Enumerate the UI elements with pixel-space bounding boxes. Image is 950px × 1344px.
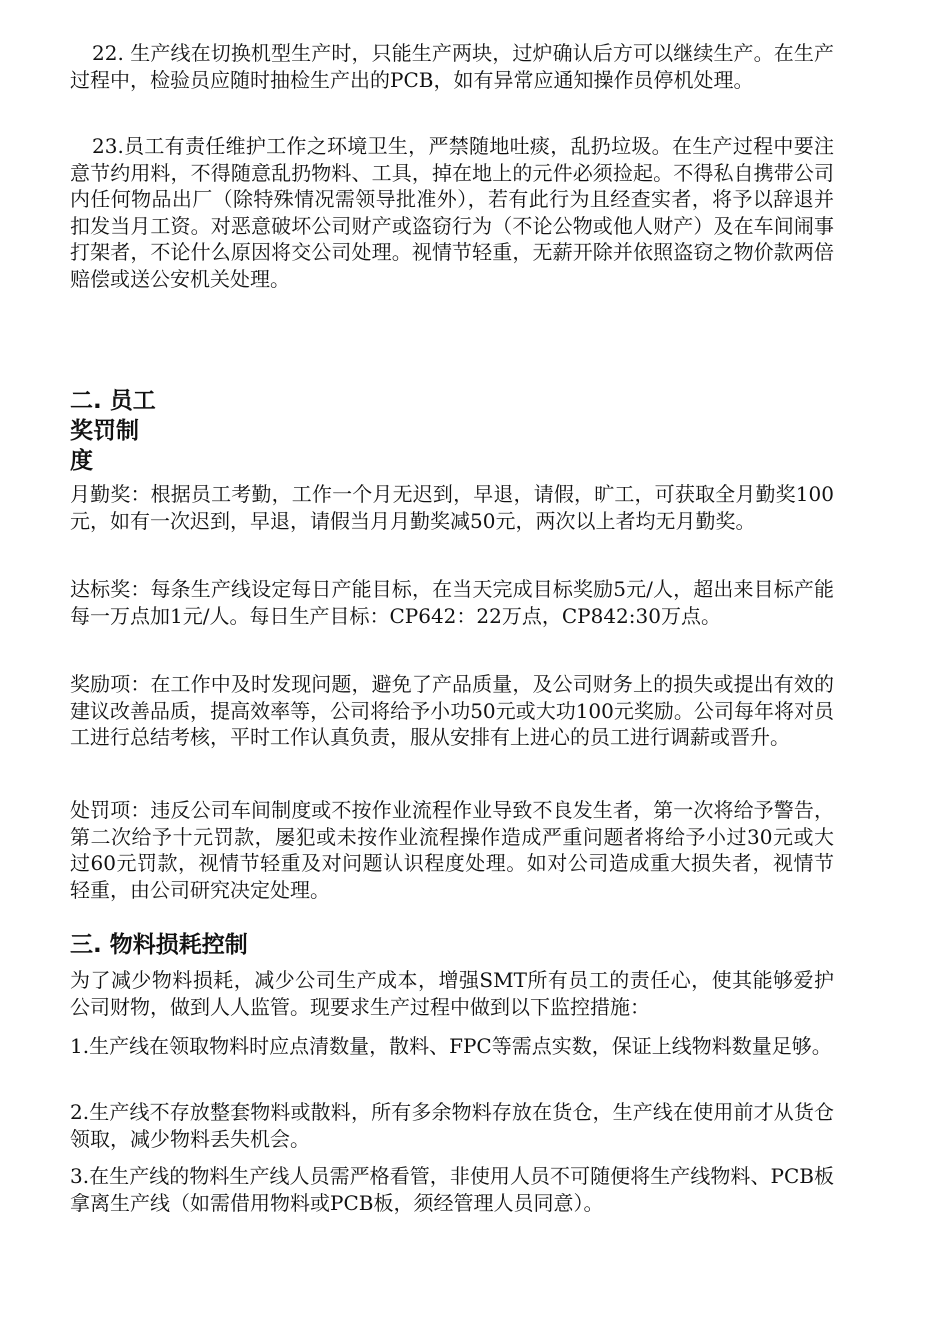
rule-22-paragraph: 22. 生产线在切换机型生产时，只能生产两块，过炉确认后方可以继续生产。在生产过程中，检验员应随时抽检生产出的PCB，如有异常应通知操作员停机处理。 xyxy=(70,41,834,92)
section-3-heading: 三. 物料损耗控制 xyxy=(70,932,248,958)
material-item-1: 1.生产线在领取物料时应点清数量，散料、FPC等需点实数，保证上线物料数量足够。 xyxy=(70,1034,832,1058)
attendance-award-paragraph: 月勤奖：根据员工考勤，工作一个月无迟到，早退，请假，旷工，可获取全月勤奖100元，如有一次迟到，早退，请假当月月勤奖减50元，两次以上者均无月勤奖。 xyxy=(70,482,834,533)
rule-23-paragraph: 23.员工有责任维护工作之环境卫生，严禁随地吐痰，乱扔垃圾。在生产过程中要注意节约用料，不得随意乱扔物料、工具，掉在地上的元件必须捡起。不得私自携带公司内任何物品出厂（除特殊情况需领导批准外），若有此行为且经查实者，将予以辞退并扣发当月工资。对恶意破坏公司财产或盗窃行为（不论公物或他人财产）及在车间闹事打架者，不论什么原因将交公司处理。视情节轻重，无薪开除并依照盗窃之物价款两倍赔偿或送公安机关处理。 xyxy=(70,134,834,291)
penalty-items-paragraph: 处罚项：违反公司车间制度或不按作业流程作业导致不良发生者，第一次将给予警告，第二次给予十元罚款，屡犯或未按作业流程操作造成严重问题者将给予小过30元或大过60元罚款，视情节轻重及对问题认识程度处理。如对公司造成重大损失者，视情节轻重，由公司研究决定处理。 xyxy=(70,798,834,902)
material-intro-paragraph: 为了减少物料损耗，减少公司生产成本，增强SMT所有员工的责任心，使其能够爱护公司财物，做到人人监管。现要求生产过程中做到以下监控措施： xyxy=(70,968,834,1019)
target-award-paragraph: 达标奖：每条生产线设定每日产能目标，在当天完成目标奖励5元/人，超出来目标产能每一万点加1元/人。每日生产目标：CP642：22万点，CP842:30万点。 xyxy=(70,577,834,628)
material-item-2: 2.生产线不存放整套物料或散料，所有多余物料存放在货仓，生产线在使用前才从货仓领取，减少物料丢失机会。 xyxy=(70,1100,834,1151)
material-item-3: 3.在生产线的物料生产线人员需严格看管，非使用人员不可随便将生产线物料、PCB板拿离生产线（如需借用物料或PCB板，须经管理人员同意）。 xyxy=(70,1164,834,1215)
section-2-heading: 二. 员工奖罚制度 xyxy=(70,388,156,474)
reward-items-paragraph: 奖励项：在工作中及时发现问题，避免了产品质量，及公司财务上的损失或提出有效的建议改善品质，提高效率等，公司将给予小功50元或大功100元奖励。公司每年将对员工进行总结考核，平时工作认真负责，服从安排有上进心的员工进行调薪或晋升。 xyxy=(70,672,834,749)
